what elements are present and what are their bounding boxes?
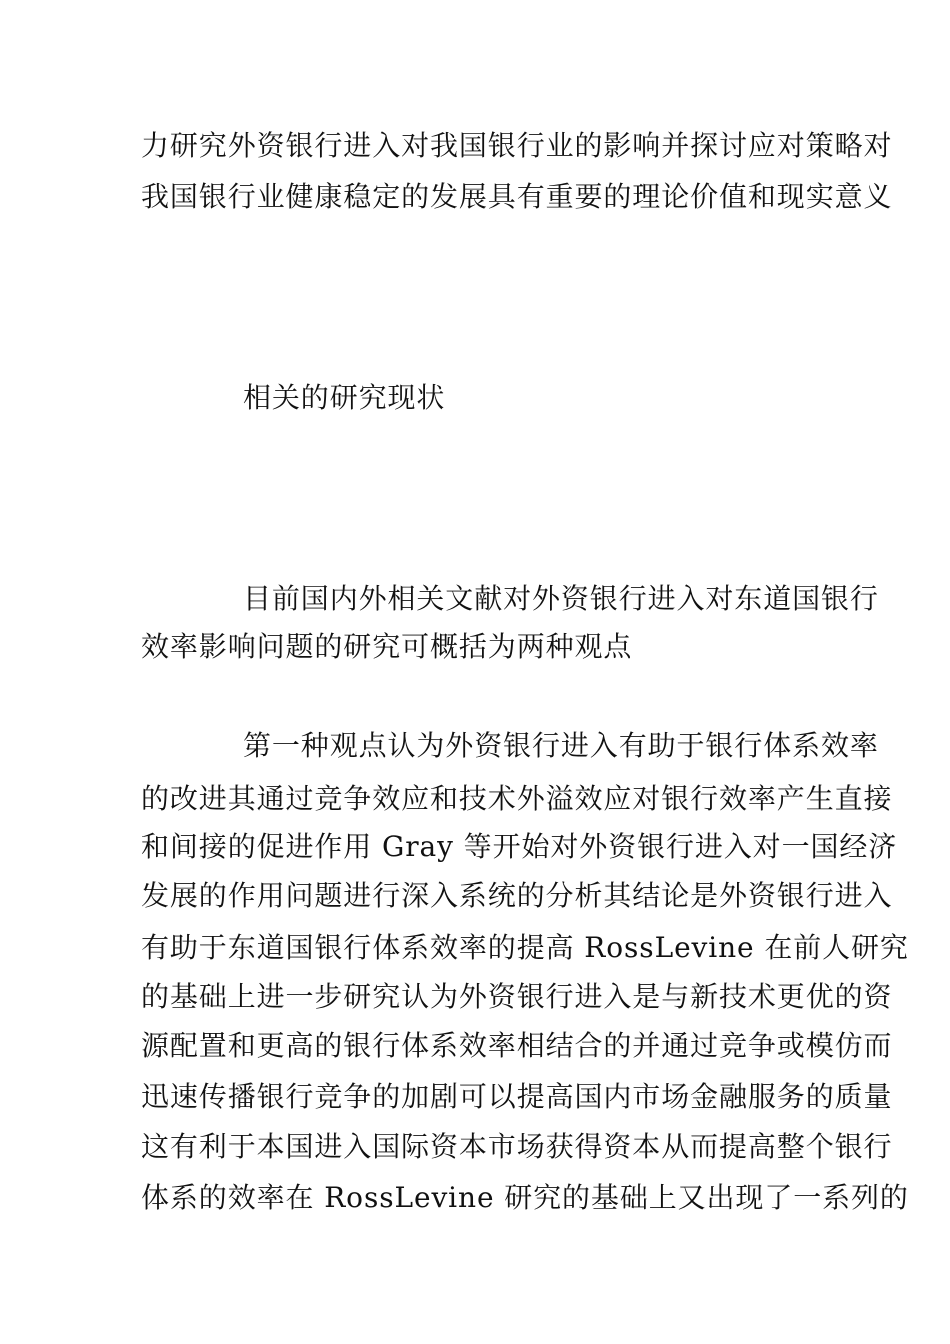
paragraph2-line-6: 的基础上进一步研究认为外资银行进入是与新技术更优的资 xyxy=(141,980,893,1013)
paragraph2-line-1: 第一种观点认为外资银行进入有助于银行体系效率 xyxy=(243,729,879,762)
paragraph2-line-5: 有助于东道国银行体系效率的提高 RossLevine 在前人研究 xyxy=(141,931,909,964)
paragraph1-line-1: 目前国内外相关文献对外资银行进入对东道国银行 xyxy=(243,582,879,615)
intro-line-2: 我国银行业健康稳定的发展具有重要的理论价值和现实意义 xyxy=(141,180,893,213)
section-heading: 相关的研究现状 xyxy=(243,381,446,414)
paragraph2-line-9: 这有利于本国进入国际资本市场获得资本从而提高整个银行 xyxy=(141,1130,893,1163)
paragraph2-line-10: 体系的效率在 RossLevine 研究的基础上又出现了一系列的 xyxy=(141,1181,909,1214)
paragraph2-line-3: 和间接的促进作用 Gray 等开始对外资银行进入对一国经济 xyxy=(141,830,898,863)
paragraph1-line-2: 效率影响问题的研究可概括为两种观点 xyxy=(141,630,633,663)
paragraph2-line-7: 源配置和更高的银行体系效率相结合的并通过竞争或模仿而 xyxy=(141,1029,893,1062)
intro-line-1: 力研究外资银行进入对我国银行业的影响并探讨应对策略对 xyxy=(141,129,893,162)
paragraph2-line-4: 发展的作用问题进行深入系统的分析其结论是外资银行进入 xyxy=(141,879,893,912)
paragraph2-line-2: 的改进其通过竞争效应和技术外溢效应对银行效率产生直接 xyxy=(141,782,893,815)
paragraph2-line-8: 迅速传播银行竞争的加剧可以提高国内市场金融服务的质量 xyxy=(141,1080,893,1113)
